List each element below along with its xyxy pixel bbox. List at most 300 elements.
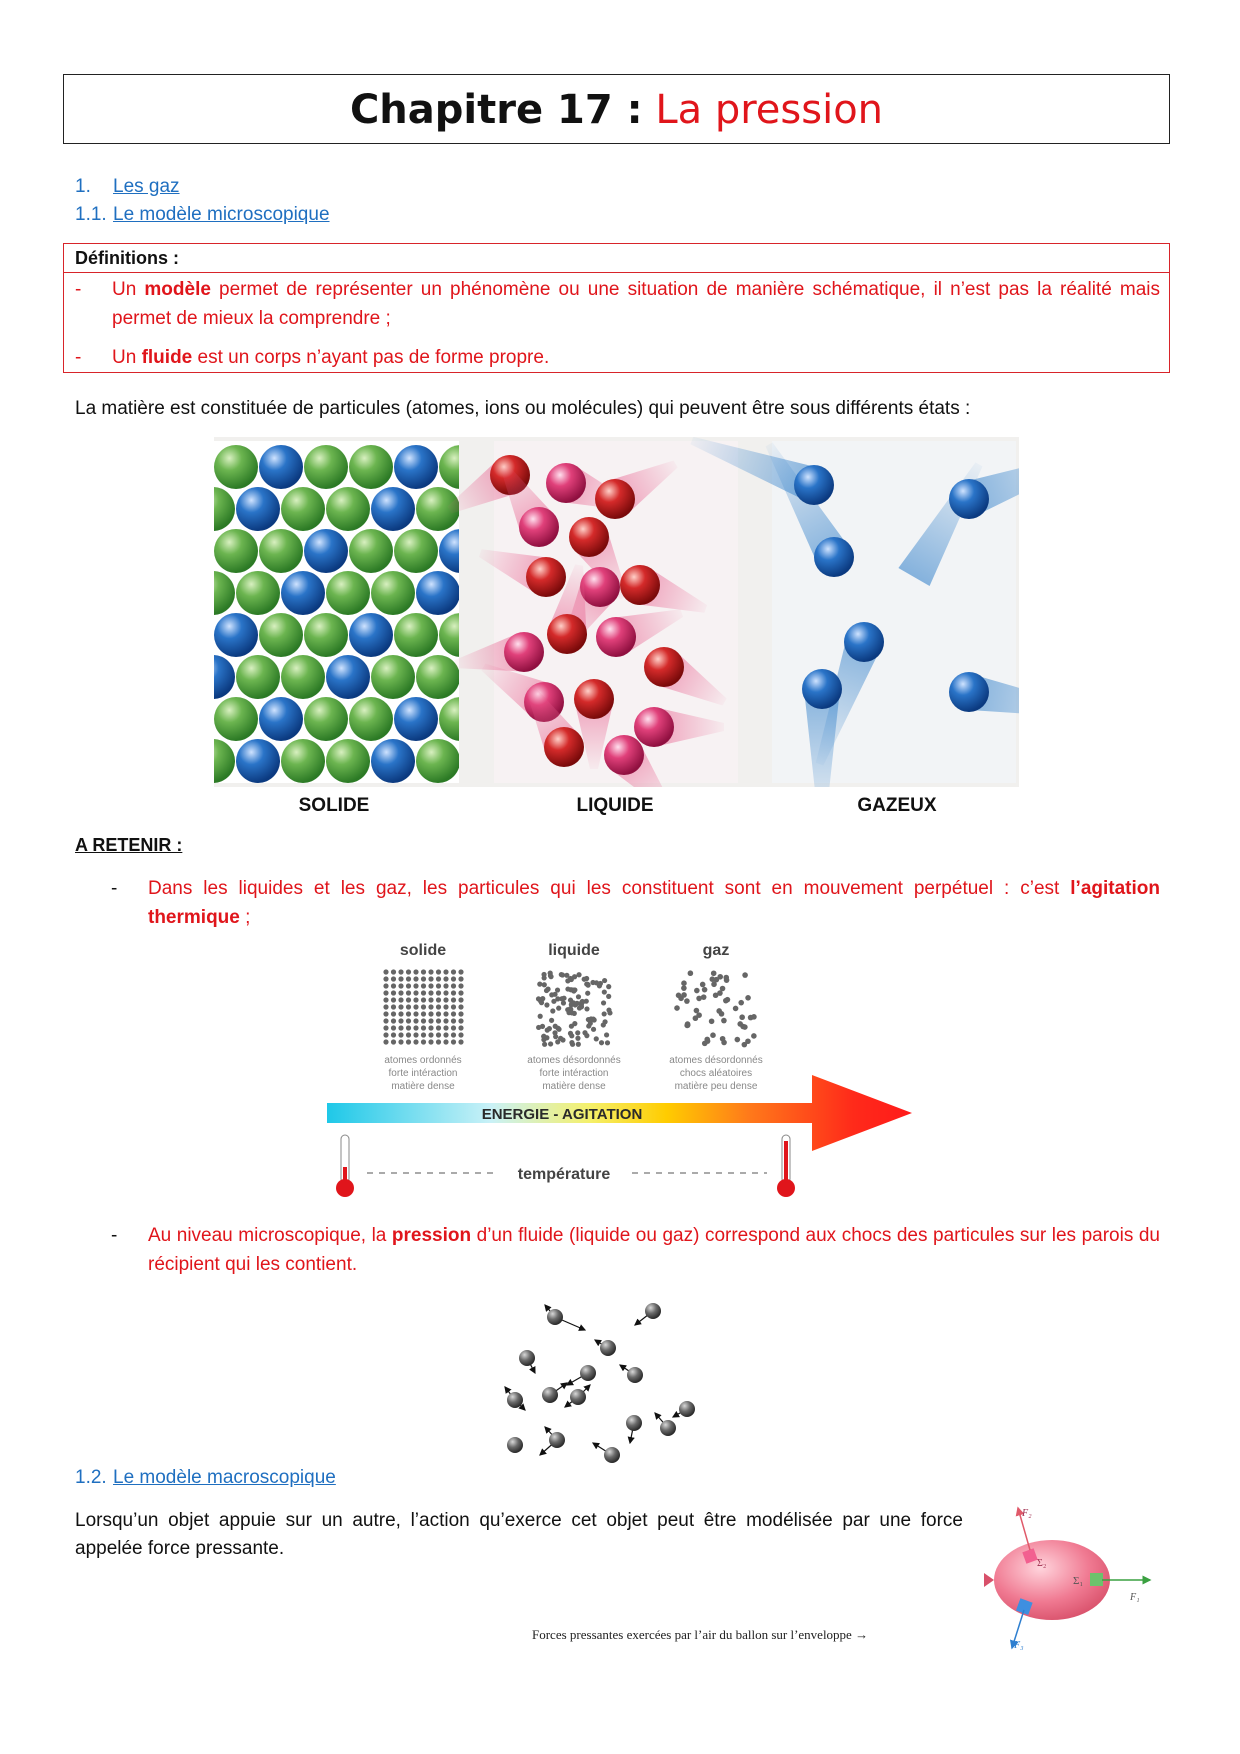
- solid-sphere: [371, 655, 415, 699]
- liquid-dot: [538, 998, 543, 1003]
- svg-text:matière peu dense: matière peu dense: [674, 1081, 758, 1092]
- solid-dot: [436, 1025, 441, 1030]
- caption-liquid: LIQUIDE: [576, 795, 654, 816]
- gas-dot: [685, 1021, 691, 1027]
- gas-particle: [542, 1387, 558, 1403]
- solid-sphere: [214, 529, 258, 573]
- solid-sphere: [281, 739, 325, 783]
- gas-dot: [710, 1032, 716, 1038]
- solid-dot: [413, 1025, 418, 1030]
- gas-dot: [738, 1000, 744, 1006]
- gas-dot: [713, 992, 719, 998]
- solid-dot: [436, 1018, 441, 1023]
- solid-dot: [428, 997, 433, 1002]
- solid-dot: [458, 1004, 463, 1009]
- liquid-dot: [606, 1007, 611, 1012]
- liquid-sphere: [519, 507, 559, 547]
- gas-particle: [507, 1437, 523, 1453]
- gas-sphere: [949, 479, 989, 519]
- solid-dot: [458, 997, 463, 1002]
- gas-dot: [681, 985, 687, 991]
- solid-dot: [436, 1039, 441, 1044]
- liquid-dot: [569, 1033, 574, 1038]
- gas-dot: [674, 1005, 680, 1011]
- liquid-dot: [606, 994, 611, 999]
- svg-text:Σ₁: Σ₁: [1073, 1575, 1084, 1587]
- solid-sphere: [236, 487, 280, 531]
- solid-dot: [428, 976, 433, 981]
- liquid-sphere: [634, 707, 674, 747]
- gas-particle: [626, 1415, 642, 1431]
- liquid-dot: [588, 1016, 593, 1021]
- liquid-dot: [537, 982, 542, 987]
- solid-sphere: [394, 529, 438, 573]
- thermometer-cold-icon: [336, 1135, 354, 1197]
- liquid-dot: [580, 999, 585, 1004]
- solid-dot: [391, 1011, 396, 1016]
- balloon-figure: [980, 1500, 1155, 1660]
- solid-dot: [436, 983, 441, 988]
- solid-sphere: [259, 445, 303, 489]
- solid-dot: [443, 976, 448, 981]
- svg-text:matière dense: matière dense: [542, 1081, 606, 1092]
- liquid-dot: [602, 989, 607, 994]
- liquid-sphere: [569, 517, 609, 557]
- solid-dot: [428, 1018, 433, 1023]
- gas-particle: [519, 1350, 535, 1366]
- solid-dot: [451, 997, 456, 1002]
- liquid-dot: [548, 1041, 553, 1046]
- solid-dot: [421, 1011, 426, 1016]
- liquid-dot: [548, 970, 553, 975]
- solid-dot: [443, 983, 448, 988]
- solid-dot: [443, 1004, 448, 1009]
- liquid-dot: [572, 1021, 577, 1026]
- svg-text:atomes désordonnés: atomes désordonnés: [669, 1055, 763, 1066]
- solid-sphere: [259, 529, 303, 573]
- gas-dot: [751, 1033, 757, 1039]
- liquid-dot: [542, 975, 547, 980]
- liquid-dot: [552, 1030, 557, 1035]
- solid-sphere: [416, 655, 460, 699]
- gas-dot: [735, 1037, 741, 1043]
- solid-dot: [406, 997, 411, 1002]
- liquid-dot: [544, 1035, 549, 1040]
- solid-dot: [451, 1018, 456, 1023]
- solid-dot: [428, 1032, 433, 1037]
- liquid-dot: [604, 1032, 609, 1037]
- solid-dot: [436, 969, 441, 974]
- gas-dot: [684, 998, 690, 1004]
- solid-dot: [458, 969, 463, 974]
- solid-dot: [413, 983, 418, 988]
- svg-text:chocs aléatoires: chocs aléatoires: [679, 1068, 753, 1079]
- solid-dot: [451, 969, 456, 974]
- solid-dot: [406, 1039, 411, 1044]
- solid-dot: [451, 990, 456, 995]
- liquid-dot: [601, 1000, 606, 1005]
- chapter-title-box: [63, 74, 1170, 144]
- svg-text:forte intéraction: forte intéraction: [539, 1068, 609, 1079]
- solid-dot: [398, 997, 403, 1002]
- liquid-sphere: [546, 463, 586, 503]
- gas-dot: [716, 1008, 722, 1014]
- gas-dot: [742, 1042, 748, 1048]
- liquid-sphere: [526, 557, 566, 597]
- gas-dot: [701, 994, 707, 1000]
- solid-dot: [391, 969, 396, 974]
- solid-dot: [383, 997, 388, 1002]
- solid-dot: [391, 983, 396, 988]
- gas-dot: [711, 970, 717, 976]
- solid-dot: [436, 990, 441, 995]
- liquid-dot: [582, 1030, 587, 1035]
- svg-text:atomes ordonnés: atomes ordonnés: [384, 1055, 462, 1066]
- states-image: [214, 437, 1019, 787]
- solid-dot: [443, 1018, 448, 1023]
- gas-particle: [549, 1432, 565, 1448]
- gas-dot: [742, 1024, 748, 1030]
- liquid-dot: [568, 998, 573, 1003]
- gas-dot: [676, 993, 682, 999]
- solid-sphere: [439, 697, 483, 741]
- solid-sphere: [281, 487, 325, 531]
- solid-dot: [391, 976, 396, 981]
- solid-dot: [421, 1032, 426, 1037]
- svg-text:F₂: F₂: [1022, 1508, 1032, 1519]
- liquid-dot: [540, 1024, 545, 1029]
- solid-dot: [451, 976, 456, 981]
- liquid-dot: [555, 996, 560, 1001]
- solid-dot: [458, 983, 463, 988]
- liquid-dot: [558, 1036, 563, 1041]
- solid-dot: [391, 1025, 396, 1030]
- solid-sphere: [304, 697, 348, 741]
- solid-dot: [436, 1011, 441, 1016]
- definitions-header: Définitions :: [64, 244, 1169, 273]
- label-solide: solide: [399, 942, 447, 959]
- liquid-dot: [564, 973, 569, 978]
- liquid-dot: [576, 1042, 581, 1047]
- gas-dot: [714, 977, 720, 983]
- gas-sphere: [794, 465, 834, 505]
- liquid-dot: [542, 1042, 547, 1047]
- gas-sphere: [802, 669, 842, 709]
- gas-dot: [723, 975, 729, 981]
- solid-dot: [458, 1039, 463, 1044]
- liquid-dot: [597, 983, 602, 988]
- liquid-sphere: [544, 727, 584, 767]
- solid-dot: [413, 1018, 418, 1023]
- solid-sphere: [304, 445, 348, 489]
- solid-dot: [383, 1018, 388, 1023]
- solid-sphere: [349, 529, 393, 573]
- solid-dot: [458, 990, 463, 995]
- balloon-svg: [980, 1500, 1155, 1660]
- retenir-header: A RETENIR :: [75, 835, 183, 855]
- liquid-dot: [545, 987, 550, 992]
- solid-dot: [383, 976, 388, 981]
- solid-dot: [451, 1004, 456, 1009]
- liquid-dot: [605, 1040, 610, 1045]
- gas-dot: [702, 1041, 708, 1047]
- solid-dot: [451, 1011, 456, 1016]
- solid-dot: [398, 969, 403, 974]
- solid-dot: [443, 1025, 448, 1030]
- gas-dot: [702, 987, 708, 993]
- liquid-dot: [601, 1022, 606, 1027]
- heading-1: 1. Les gaz: [75, 176, 180, 197]
- liquid-dots: [536, 970, 613, 1046]
- solid-dot: [391, 1018, 396, 1023]
- solid-dot: [398, 1039, 403, 1044]
- gas-dot: [720, 1036, 726, 1042]
- surface-s1: [1090, 1573, 1103, 1586]
- solid-sphere: [349, 613, 393, 657]
- solid-dot: [413, 1004, 418, 1009]
- solid-dot: [391, 997, 396, 1002]
- liquid-sphere: [604, 735, 644, 775]
- chapter-subject: La pression: [655, 87, 884, 133]
- gas-sphere: [949, 672, 989, 712]
- liquid-dot: [576, 994, 581, 999]
- temperature-label: température: [517, 1166, 611, 1183]
- states-illustration: [214, 437, 1019, 787]
- liquid-dot: [570, 1042, 575, 1047]
- liquid-sphere: [620, 565, 660, 605]
- solid-dot: [443, 969, 448, 974]
- solid-dot: [421, 983, 426, 988]
- liquid-sphere: [574, 679, 614, 719]
- solid-dot: [398, 1025, 403, 1030]
- solid-dot: [383, 990, 388, 995]
- solid-dot: [458, 1011, 463, 1016]
- solid-sphere: [394, 613, 438, 657]
- gas-particle: [507, 1392, 523, 1408]
- liquid-dot: [579, 1004, 584, 1009]
- solid-sphere: [349, 445, 393, 489]
- solid-dot: [406, 969, 411, 974]
- gas-dot: [681, 980, 687, 986]
- svg-text:atomes désordonnés: atomes désordonnés: [527, 1055, 621, 1066]
- gas-dot: [751, 1014, 757, 1020]
- solid-dot: [458, 1025, 463, 1030]
- macro-text: Lorsqu’un objet appuie sur un autre, l’action qu’exerce cet objet peut être modélisée par une force appelée force pressante.: [75, 1510, 963, 1559]
- solid-dot: [451, 983, 456, 988]
- liquid-dot: [582, 977, 587, 982]
- gas-particle: [580, 1365, 596, 1381]
- solid-dot: [451, 1025, 456, 1030]
- solid-dot: [451, 1032, 456, 1037]
- liquid-dot: [584, 1006, 589, 1011]
- solid-dot: [421, 969, 426, 974]
- solid-sphere: [416, 571, 460, 615]
- liquid-dot: [538, 1014, 543, 1019]
- energy-diagram-svg: [322, 935, 922, 1210]
- gas-dot: [688, 970, 694, 976]
- gas-particle: [645, 1303, 661, 1319]
- solid-dot: [383, 1025, 388, 1030]
- solid-dot: [443, 997, 448, 1002]
- solid-dot: [413, 990, 418, 995]
- solid-dot: [428, 1011, 433, 1016]
- liquid-dot: [585, 991, 590, 996]
- gas-dot: [681, 992, 687, 998]
- liquid-dot: [571, 988, 576, 993]
- liquid-dot: [542, 982, 547, 987]
- solid-dot: [451, 1039, 456, 1044]
- solid-sphere: [236, 739, 280, 783]
- solid-dot: [391, 1032, 396, 1037]
- solid-sphere: [439, 529, 483, 573]
- liquid-dot: [556, 1006, 561, 1011]
- solid-dot: [383, 1032, 388, 1037]
- solid-dot: [406, 983, 411, 988]
- solid-dot: [428, 969, 433, 974]
- gas-sphere: [844, 622, 884, 662]
- solid-dot: [398, 1032, 403, 1037]
- solid-dot: [383, 1011, 388, 1016]
- solid-sphere: [326, 487, 370, 531]
- liquid-dot: [599, 1040, 604, 1045]
- gas-particle: [570, 1389, 586, 1405]
- balloon-caption: Forces pressantes exercées par l’air du ballon sur l’enveloppe →: [532, 1627, 869, 1642]
- solid-dot: [413, 976, 418, 981]
- solid-sphere: [326, 739, 370, 783]
- svg-text:F₃: F₃: [1014, 1640, 1024, 1651]
- solid-dot: [413, 997, 418, 1002]
- solid-dot: [406, 1018, 411, 1023]
- gas-dot: [700, 982, 706, 988]
- solid-dot: [428, 1025, 433, 1030]
- solid-sphere: [236, 655, 280, 699]
- solid-dot: [398, 1018, 403, 1023]
- solid-dot: [398, 976, 403, 981]
- gas-dot: [694, 1008, 700, 1014]
- solid-sphere: [349, 697, 393, 741]
- solid-sphere: [371, 571, 415, 615]
- liquid-dot: [575, 1030, 580, 1035]
- liquid-dot: [573, 1002, 578, 1007]
- solid-sphere: [214, 445, 258, 489]
- chapter-number: Chapitre 17 :: [349, 87, 643, 133]
- intro-text: La matière est constituée de particules (atomes, ions ou molécules) qui peuvent être sous différents états :: [75, 398, 971, 419]
- liquid-dot: [544, 1002, 549, 1007]
- solid-dot: [413, 1011, 418, 1016]
- svg-text:Σ₂: Σ₂: [1037, 1558, 1047, 1569]
- gas-dot: [725, 997, 731, 1003]
- solid-dot: [398, 983, 403, 988]
- solid-sphere: [214, 613, 258, 657]
- solid-dot: [443, 1032, 448, 1037]
- solid-dot: [406, 990, 411, 995]
- solid-sphere: [371, 739, 415, 783]
- solid-sphere: [214, 697, 258, 741]
- liquid-sphere: [596, 617, 636, 657]
- liquid-dot: [606, 984, 611, 989]
- gas-dot: [721, 1018, 727, 1024]
- solid-dot: [413, 1039, 418, 1044]
- solid-dot: [428, 983, 433, 988]
- svg-text:F₁: F₁: [1130, 1592, 1140, 1603]
- arrow-label: ENERGIE - AGITATION: [481, 1106, 643, 1123]
- gas-dot: [739, 1014, 745, 1020]
- liquid-sphere: [547, 614, 587, 654]
- gas-dot: [709, 1018, 715, 1024]
- thermometer-hot-icon: [777, 1135, 795, 1197]
- solid-dot: [421, 990, 426, 995]
- solid-sphere: [371, 487, 415, 531]
- solid-dot: [428, 990, 433, 995]
- solid-dot: [443, 990, 448, 995]
- solid-dot: [458, 1032, 463, 1037]
- caption-solid: SOLIDE: [298, 795, 370, 816]
- liquid-dot: [602, 1011, 607, 1016]
- heading-1-1: 1.1. Le modèle microscopique: [75, 204, 330, 225]
- solid-dot: [436, 1032, 441, 1037]
- gas-particle: [600, 1340, 616, 1356]
- solid-dot: [391, 1004, 396, 1009]
- solid-dots: [383, 969, 463, 1044]
- solid-dot: [421, 1025, 426, 1030]
- gas-particle: [679, 1401, 695, 1417]
- chapter-title: [64, 75, 1169, 145]
- liquid-dot: [565, 986, 570, 991]
- solid-dot: [391, 990, 396, 995]
- solid-dot: [383, 1039, 388, 1044]
- solid-dot: [413, 969, 418, 974]
- heading-1-2: 1.2. Le modèle macroscopique: [75, 1467, 336, 1488]
- solid-sphere: [416, 739, 460, 783]
- solid-dot: [398, 1004, 403, 1009]
- caption-gas: GAZEUX: [857, 795, 937, 816]
- particle-motion-svg: [495, 1295, 745, 1470]
- liquid-dot: [594, 1036, 599, 1041]
- svg-text:forte intéraction: forte intéraction: [388, 1068, 458, 1079]
- gas-particle: [604, 1447, 620, 1463]
- gas-particle: [627, 1367, 643, 1383]
- liquid-dot: [576, 972, 581, 977]
- solid-dot: [406, 1011, 411, 1016]
- solid-sphere: [394, 445, 438, 489]
- solid-sphere: [259, 697, 303, 741]
- solid-sphere: [281, 655, 325, 699]
- liquid-dot: [602, 978, 607, 983]
- solid-dot: [421, 997, 426, 1002]
- solid-dot: [398, 990, 403, 995]
- label-gaz: gaz: [702, 942, 730, 959]
- solid-dot: [406, 1032, 411, 1037]
- particle-motion-diagram: [495, 1295, 745, 1470]
- solid-dot: [421, 1039, 426, 1044]
- gas-dot: [694, 988, 700, 994]
- liquid-dot: [549, 1018, 554, 1023]
- solid-dot: [391, 1039, 396, 1044]
- solid-sphere: [304, 529, 348, 573]
- liquid-dot: [591, 1027, 596, 1032]
- gas-particle: [660, 1420, 676, 1436]
- solid-dot: [436, 1004, 441, 1009]
- liquid-dot: [569, 1010, 574, 1015]
- solid-dot: [428, 1039, 433, 1044]
- solid-dot: [383, 1004, 388, 1009]
- liquid-dot: [561, 1000, 566, 1005]
- solid-dot: [458, 1018, 463, 1023]
- solid-dot: [421, 1018, 426, 1023]
- gas-sphere: [814, 537, 854, 577]
- solid-sphere: [439, 613, 483, 657]
- liquid-sphere: [595, 479, 635, 519]
